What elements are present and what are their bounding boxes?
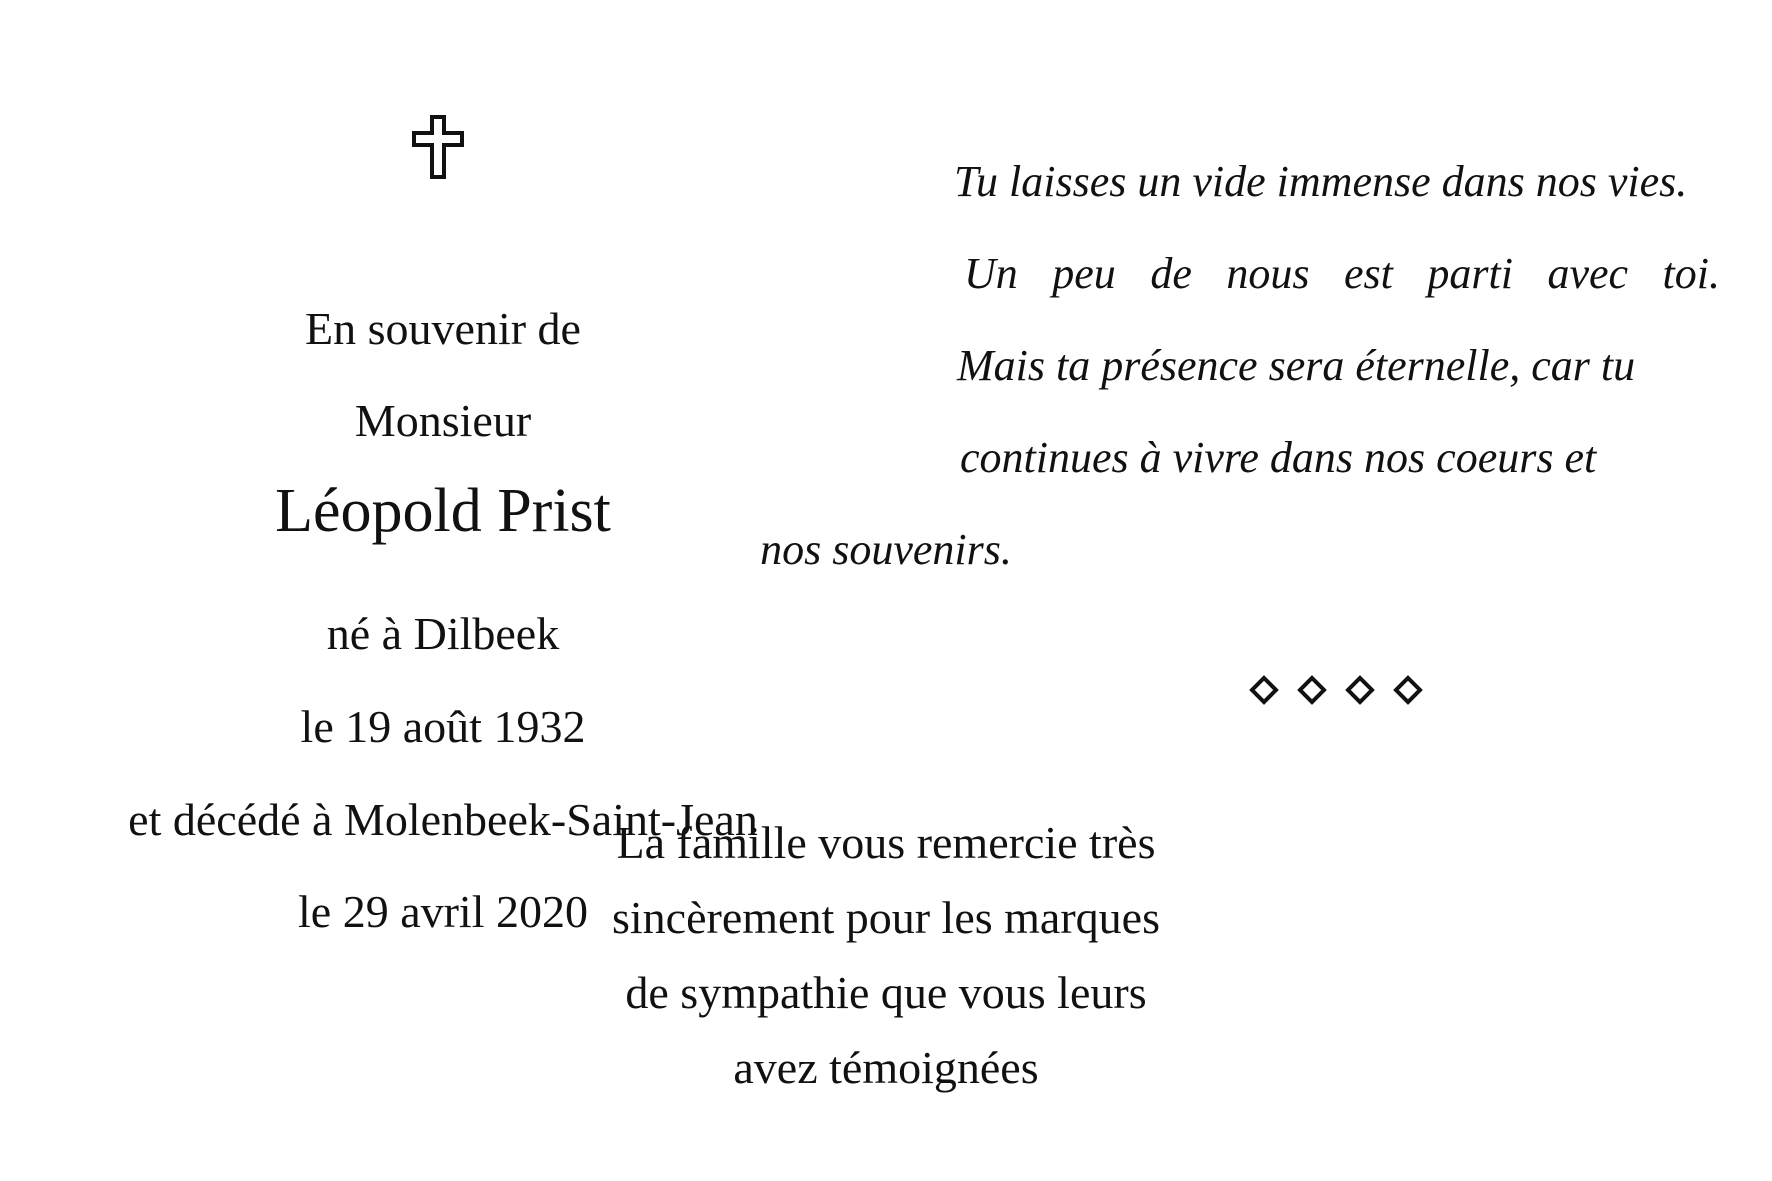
- birth-place: né à Dilbeek: [326, 608, 560, 659]
- poem-line: nos souvenirs.: [760, 525, 1012, 574]
- death-date: le 29 avril 2020: [298, 886, 588, 937]
- cross-icon: [410, 115, 466, 181]
- thanks-line: sincèrement pour les marques: [612, 892, 1160, 943]
- thanks-line: de sympathie que vous leurs: [625, 967, 1147, 1018]
- diamond-ornament-icon: [1246, 672, 1426, 708]
- death-place: et décédé à Molenbeek-Saint-Jean: [128, 794, 758, 845]
- poem-line: Tu laisses un vide immense dans nos vies.: [954, 157, 1688, 206]
- birth-date: le 19 août 1932: [300, 701, 586, 752]
- thanks-line: avez témoignées: [733, 1042, 1039, 1093]
- poem-line: Mais ta présence sera éternelle, car tu: [957, 341, 1636, 390]
- memorial-title: Monsieur: [354, 395, 532, 446]
- poem-line: continues à vivre dans nos coeurs et: [960, 433, 1597, 482]
- memorial-intro: En souvenir de: [305, 303, 581, 354]
- poem-line: Un peu de nous est parti avec toi.: [964, 249, 1720, 298]
- deceased-name: Léopold Prist: [275, 477, 611, 545]
- thanks-line: La famille vous remercie très: [616, 817, 1156, 868]
